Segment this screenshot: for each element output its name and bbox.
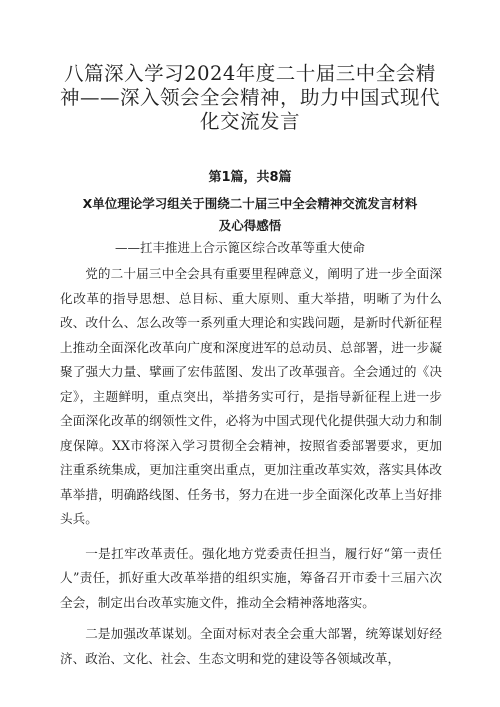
document-body — [60, 262, 442, 678]
body-paragraph: 二是加强改革谋划。全面对标对表全会重大部署，统筹谋划好经济、政治、文化、社会、生态文明和党的建设等各领域改革， — [60, 626, 442, 666]
document-title: 八篇深入学习2024年度二十届三中全会精神——深入领会全会精神，助力中国式现代化交流发言 — [60, 62, 441, 133]
body-paragraph: 一是扛牢改革责任。强化地方党委责任担当，履行好“第一责任人”责任，抓好重大改革举措的组织实施，筹备召开市委十三届六次全会，制定出台改革实施文件，推动全会精神落地落实。 — [60, 545, 442, 610]
body-paragraph: 党的二十届三中全会具有重要里程碑意义，阐明了进一步全面深化改革的指导思想、总目标、重大原则、重大举措，明晰了为什么改、改什么、怎么改等一系列重大理论和实践问题，是新时代新征程上推动全面深化改革向广度和深度进军的总动员、总部署，进一步凝聚了强大力量、擘画了宏伟蓝图、发出了改革强音。全会通过的《决定》，主题鲜明，重点突出，举措务实可行，是指导新征程上进一步全面深化改革的纲领性文件，必将为中国式现代化提供强大动力和制度保障。XX市将深入学习贯彻全会精神，按照省委部署要求，更加注重系统集成，更加注重突出重点，更加注重改革实效，落实具体改革举措，明确路线图、任务书，努力在进一步全面深化改革上当好排头兵。 — [60, 266, 442, 526]
section-subtitle: X单位理论学习组关于围绕二十届三中全会精神交流发言材料及心得感悟 — [82, 196, 418, 233]
section-subline: ——扛丰推进上合示篦区综合改革等重大使命 — [115, 240, 366, 255]
part-label: 第1篇，共8篇 — [208, 170, 292, 185]
